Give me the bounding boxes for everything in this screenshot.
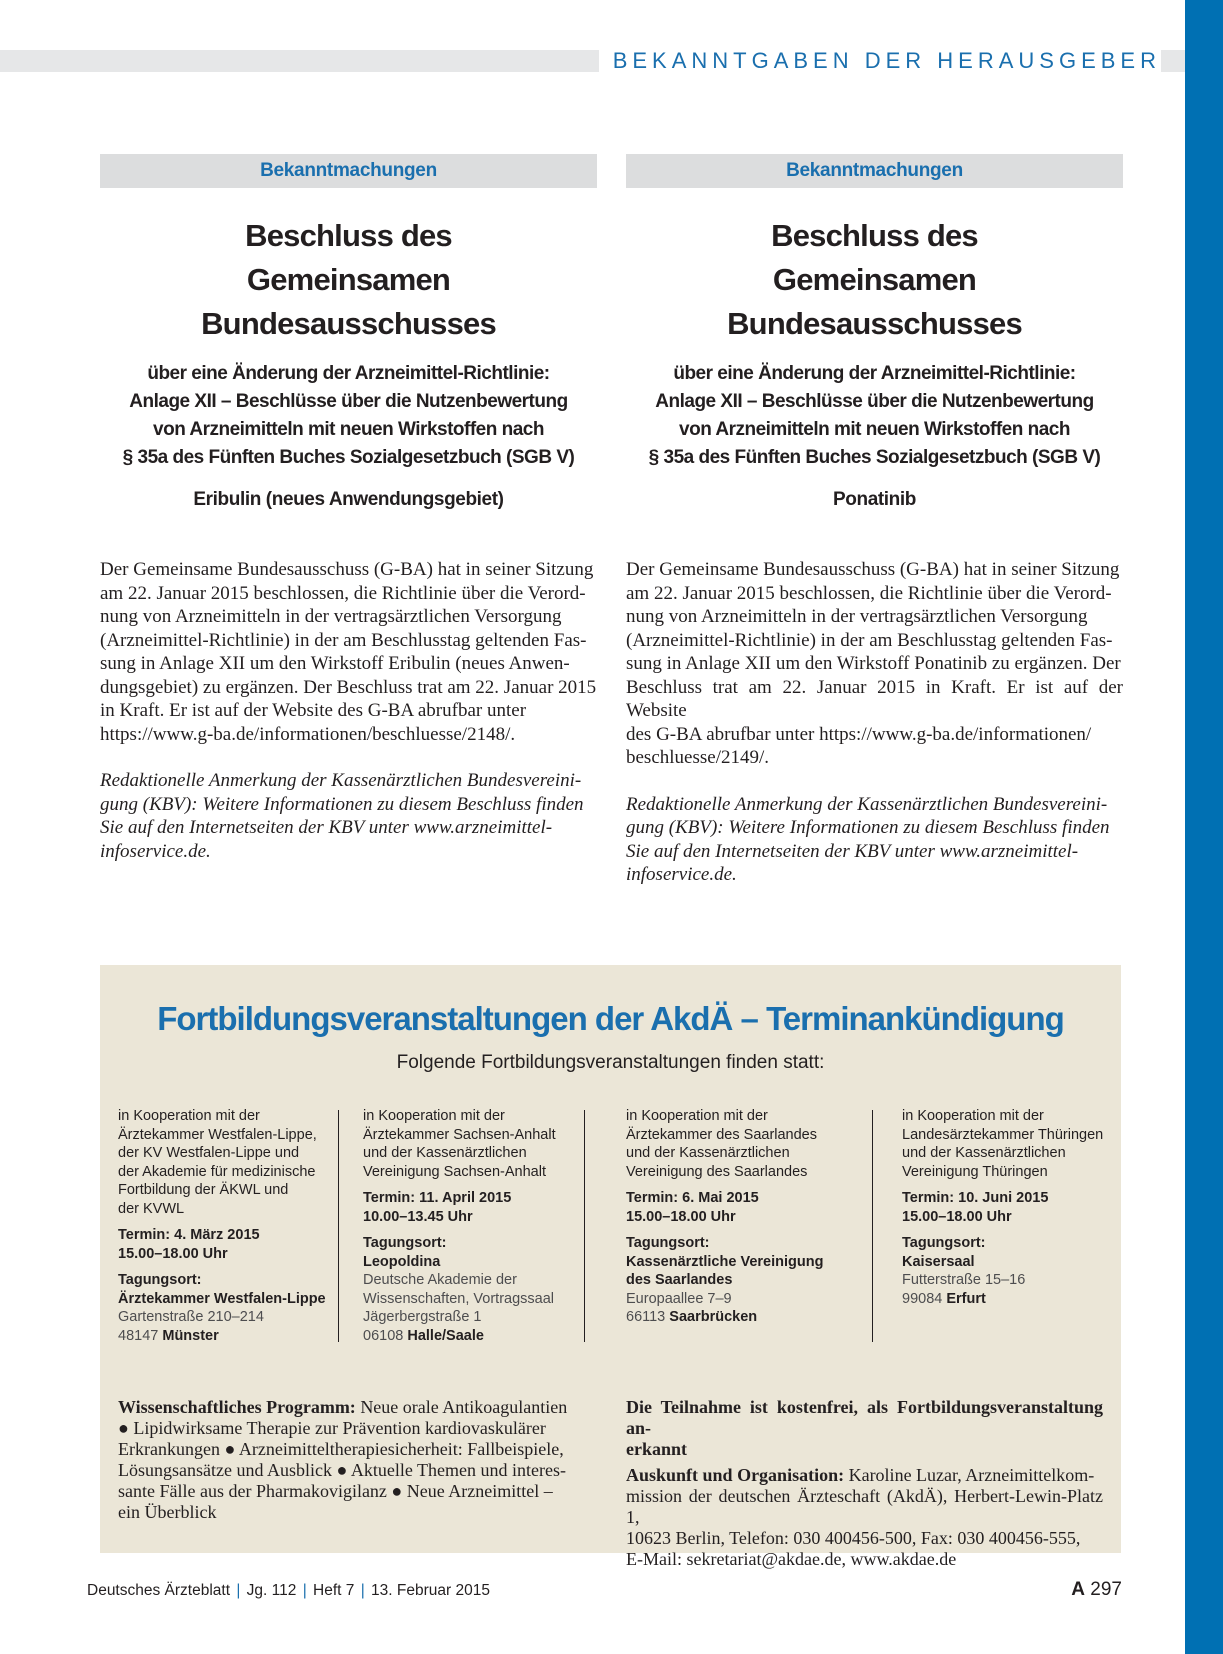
body-line: in Kraft. Er ist auf der Website des G-BA abrufbar unter [100,700,527,721]
body-line: (Arzneimittel-Richtlinie) in der am Beschlusstag geltenden Fas- [100,629,587,651]
coop-line: Vereinigung des Saarlandes [626,1163,808,1180]
contact-line: 10623 Berlin, Telefon: 030 400456-500, Fax: 030 400456-555, [626,1528,1081,1548]
subtitle-line: Anlage XII – Beschlüsse über die Nutzenbewertung [655,391,1094,412]
event-column-erfurt [902,1107,1112,1308]
venue-address: Wissenschaften, Vortragssaal [363,1290,555,1307]
contact-line: mission der deutschen Ärzteschaft (AkdÄ), Herbert-Lewin-Platz 1, [626,1486,1103,1527]
body-line: Der Gemeinsame Bundesausschuss (G-BA) hat in seiner Sitzung [100,559,594,580]
event-coop [118,1107,328,1218]
editorial-note [626,793,1123,887]
page-number [1071,1579,1122,1601]
side-color-bar [1185,0,1223,1654]
note-line: Sie auf den Internetseiten der KBV unter www.arzneimittel- [100,817,553,838]
program-line: Erkrankungen ● Arzneimitteltherapiesicherheit: Fallbeispiele, [118,1439,564,1459]
coop-line: und der Kassenärztlichen [363,1145,527,1161]
coop-line: Fortbildung der ÄKWL und [118,1182,289,1198]
note-line: infoservice.de. [626,864,737,885]
venue-label: Tagungsort: [118,1272,202,1288]
issue: Heft 7 [313,1582,355,1599]
venue-label: Tagungsort: [363,1235,447,1251]
event-subtitle: Folgende Fortbildungsveranstaltungen finden statt: [396,1052,825,1073]
program-line: sante Fälle aus der Pharmakovigilanz ● Neue Arzneimittel – [118,1481,553,1501]
coop-line: Vereinigung Thüringen [902,1163,1048,1180]
page-footer: Deutsches Ärzteblatt | Jg. 112 | Heft 7 | 13. Februar 2015 A 297 [87,1579,1122,1600]
program-line: Lösungsansätze und Ausblick ● Aktuelle Themen und interes- [118,1460,566,1480]
body-line: nung von Arzneimitteln in der vertragsärztlichen Versorgung [100,606,562,627]
drug-name: Eribulin (neues Anwendungsgebiet) [193,489,504,510]
venue-city: Erfurt [946,1290,986,1307]
venue-zip: 06108 [363,1327,404,1344]
event-coop [902,1107,1112,1181]
venue-address: Jägerbergstraße 1 [363,1309,482,1325]
event-column-halle [363,1107,573,1345]
subtitle-line: § 35a des Fünften Buches Sozialgesetzbuch (SGB V) [648,447,1101,468]
note-line: gung (KBV): Weitere Informationen zu diesem Beschluss finden [100,793,584,815]
subtitle-line: § 35a des Fünften Buches Sozialgesetzbuch (SGB V) [122,447,575,468]
body-line: (Arzneimittel-Richtlinie) in der am Beschlusstag geltenden Fas- [626,629,1113,651]
event-column-muenster [118,1107,328,1345]
title-line: Beschluss des [771,218,978,253]
coop-line: der KVWL [118,1200,185,1217]
coop-line: Ärztekammer Sachsen-Anhalt [363,1126,556,1143]
venue-address: Gartenstraße 210–214 [118,1309,264,1325]
event-date: Termin: 4. März 2015 [118,1227,260,1243]
venue-zip: 48147 [118,1327,159,1344]
note-line: Redaktionelle Anmerkung der Kassenärztlichen Bundesvereini- [100,770,582,791]
venue-name: Leopoldina [363,1253,441,1270]
venue-zip: 66113 [626,1309,666,1325]
coop-line: in Kooperation mit der [363,1108,505,1124]
venue-label: Tagungsort: [902,1235,986,1251]
note-line: gung (KBV): Weitere Informationen zu diesem Beschluss finden [626,817,1110,838]
venue-name: Kassenärztliche Vereinigung [626,1253,824,1270]
body-line: https://www.g-ba.de/informationen/beschluesse/2148/. [100,723,516,745]
subtitle-line: von Arzneimitteln mit neuen Wirkstoffen nach [153,419,544,440]
announcement-ponatinib [626,154,1123,887]
coop-line: Ärztekammer Westfalen-Lippe, [118,1126,317,1143]
body-line: Der Gemeinsame Bundesausschuss (G-BA) hat in seiner Sitzung [626,559,1120,580]
venue-zip: 99084 [902,1290,943,1307]
venue-address: Deutsche Akademie der [363,1272,517,1288]
announcement-title [626,214,1123,346]
scientific-program [118,1397,595,1523]
coop-line: Landesärztekammer Thüringen [902,1126,1104,1143]
announcement-subtitle [100,360,597,472]
free-participation: Die Teilnahme ist kostenfrei, als Fortbildungsveranstaltung an- [626,1397,1103,1438]
volume: Jg. 112 [246,1582,297,1599]
body-line: am 22. Januar 2015 beschlossen, die Richtlinie über die Verord- [626,582,1112,604]
body-line: Beschluss trat am 22. Januar 2015 in Kraft. Er ist auf der Website [626,676,1123,721]
coop-line: Ärztekammer des Saarlandes [626,1126,817,1143]
title-line: Gemeinsamen Bundesausschusses [727,262,1022,341]
event-time: 15.00–18.00 Uhr [118,1245,228,1262]
announcement-body [100,558,597,746]
announcement-kicker: Bekanntmachungen [100,154,597,188]
body-line: dungsgebiet) zu ergänzen. Der Beschluss trat am 22. Januar 2015 [100,676,597,698]
venue-label: Tagungsort: [626,1235,710,1251]
venue-city: Münster [162,1327,219,1344]
title-line: Gemeinsamen Bundesausschusses [201,262,496,341]
venue-name: des Saarlandes [626,1272,733,1288]
note-line: Redaktionelle Anmerkung der Kassenärztlichen Bundesvereini- [626,793,1108,815]
coop-line: und der Kassenärztlichen [902,1145,1066,1161]
body-line: beschluesse/2149/. [626,747,770,768]
coop-line: der Akademie für medizinische [118,1163,316,1180]
coop-line: Vereinigung Sachsen-Anhalt [363,1163,546,1180]
coop-line: in Kooperation mit der [118,1108,260,1124]
column-divider [584,1110,585,1342]
program-line: ein Überblick [118,1502,217,1522]
subtitle-line: über eine Änderung der Arzneimittel-Richtlinie: [147,363,550,384]
venue-city: Halle/Saale [407,1327,484,1344]
coop-line: der KV Westfalen-Lippe und [118,1145,300,1161]
announcement-subtitle [626,360,1123,472]
subtitle-line: über eine Änderung der Arzneimittel-Richtlinie: [673,363,1076,384]
announcement-title [100,214,597,346]
section-title: BEKANNTGABEN DER HERAUSGEBER [599,47,1161,75]
subtitle-line: Anlage XII – Beschlüsse über die Nutzenbewertung [129,391,568,412]
event-box [100,965,1121,1569]
coop-line: in Kooperation mit der [902,1108,1044,1124]
body-line: sung in Anlage XII um den Wirkstoff Ponatinib zu ergänzen. Der [626,653,1121,674]
announcement-eribulin [100,154,597,863]
editorial-note [100,769,597,863]
program-line: Neue orale Antikoagulantien [360,1397,568,1417]
event-title: Fortbildungsveranstaltungen der AkdÄ – Terminankündigung [157,1000,1064,1037]
event-column-saarbruecken [626,1107,836,1327]
body-line: sung in Anlage XII um den Wirkstoff Eribulin (neues Anwen- [100,653,570,674]
venue-address: Europaallee 7–9 [626,1290,732,1307]
event-date: Termin: 11. April 2015 [363,1190,512,1206]
title-line: Beschluss des [245,218,452,253]
page-number-value: 297 [1090,1579,1122,1600]
venue-name: Kaisersaal [902,1253,975,1270]
free-participation: erkannt [626,1439,688,1459]
program-line: ● Lipidwirksame Therapie zur Prävention kardiovaskulärer [118,1418,546,1438]
venue-city: Saarbrücken [669,1309,758,1325]
contact-label: Auskunft und Organisation: [626,1465,845,1485]
body-line: nung von Arzneimitteln in der vertragsärztlichen Versorgung [626,606,1088,627]
event-date: Termin: 6. Mai 2015 [626,1190,759,1206]
coop-line: in Kooperation mit der [626,1108,768,1124]
venue-name: Ärztekammer Westfalen-Lippe [118,1290,326,1307]
note-line: infoservice.de. [100,840,211,862]
page-prefix: A [1071,1579,1086,1600]
event-time: 15.00–18.00 Uhr [902,1208,1012,1225]
column-divider [872,1110,873,1342]
event-coop [363,1107,573,1181]
contact-line: Karoline Luzar, Arzneimittelkom- [848,1465,1095,1485]
body-line: des G-BA abrufbar unter https://www.g-ba.de/informationen/ [626,723,1092,745]
program-label: Wissenschaftliches Programm: [118,1397,356,1417]
column-divider [338,1110,339,1342]
body-line: am 22. Januar 2015 beschlossen, die Richtlinie über die Verord- [100,582,586,604]
participation-and-contact [626,1397,1103,1570]
note-line: Sie auf den Internetseiten der KBV unter www.arzneimittel- [626,840,1079,862]
issue-date: 13. Februar 2015 [371,1582,490,1599]
event-time: 15.00–18.00 Uhr [626,1208,736,1225]
event-time: 10.00–13.45 Uhr [363,1208,473,1225]
drug-name: Ponatinib [833,489,916,510]
journal-name: Deutsches Ärzteblatt [87,1582,231,1599]
event-date: Termin: 10. Juni 2015 [902,1190,1049,1206]
event-coop [626,1107,836,1181]
announcement-body [626,558,1123,770]
contact-line: E-Mail: sekretariat@akdae.de, www.akdae.de [626,1549,957,1569]
subtitle-line: von Arzneimitteln mit neuen Wirkstoffen nach [679,419,1070,440]
announcement-kicker: Bekanntmachungen [626,154,1123,188]
venue-address: Futterstraße 15–16 [902,1272,1026,1288]
coop-line: und der Kassenärztlichen [626,1145,790,1161]
